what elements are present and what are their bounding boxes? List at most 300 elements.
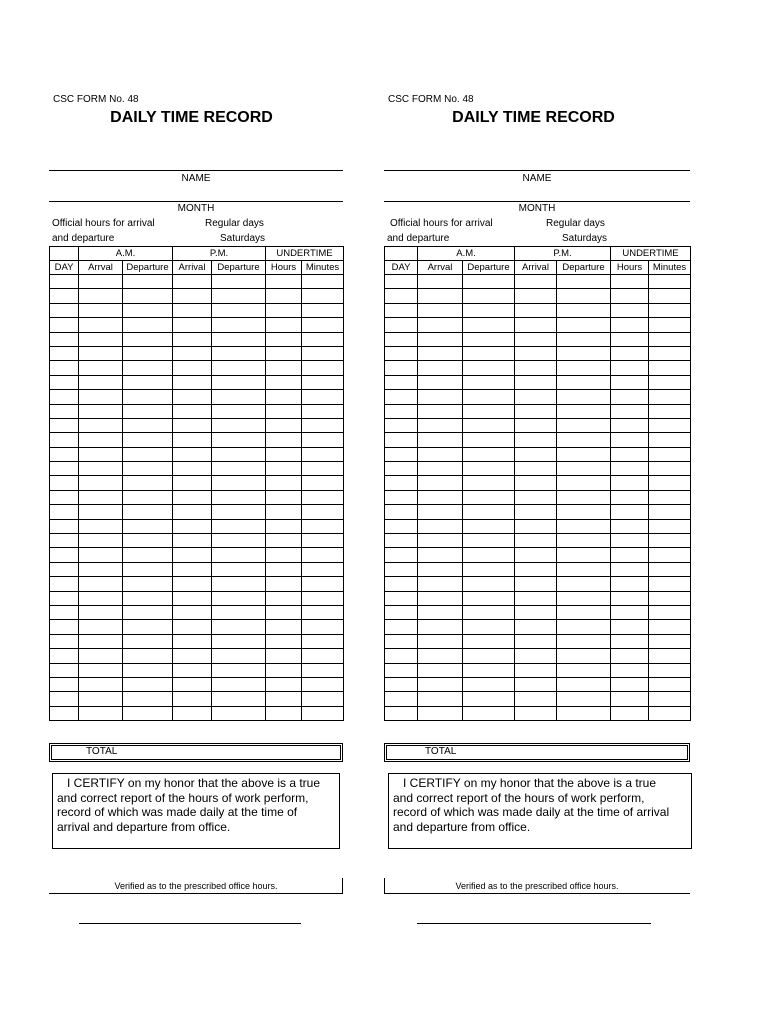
time-entry-cell[interactable] [557,620,611,634]
time-entry-cell[interactable] [173,447,212,461]
time-entry-cell[interactable] [515,303,557,317]
time-entry-cell[interactable] [557,490,611,504]
time-entry-cell[interactable] [212,634,266,648]
time-entry-cell[interactable] [385,476,418,490]
time-entry-cell[interactable] [557,318,611,332]
time-entry-cell[interactable] [611,663,649,677]
time-entry-cell[interactable] [418,418,463,432]
time-entry-cell[interactable] [123,663,173,677]
time-entry-cell[interactable] [611,346,649,360]
name-line[interactable] [384,170,690,171]
time-entry-cell[interactable] [557,692,611,706]
time-entry-cell[interactable] [123,390,173,404]
time-entry-cell[interactable] [385,634,418,648]
time-entry-cell[interactable] [418,634,463,648]
time-entry-cell[interactable] [649,332,691,346]
time-entry-cell[interactable] [212,706,266,720]
time-entry-cell[interactable] [173,404,212,418]
time-entry-cell[interactable] [266,591,302,605]
time-entry-cell[interactable] [611,634,649,648]
time-entry-cell[interactable] [463,677,515,691]
time-entry-cell[interactable] [266,404,302,418]
time-entry-cell[interactable] [302,433,344,447]
time-entry-cell[interactable] [123,447,173,461]
time-entry-cell[interactable] [302,706,344,720]
time-entry-cell[interactable] [649,620,691,634]
time-entry-cell[interactable] [649,519,691,533]
time-entry-cell[interactable] [557,303,611,317]
time-entry-cell[interactable] [79,332,123,346]
time-entry-cell[interactable] [463,332,515,346]
time-entry-cell[interactable] [79,620,123,634]
time-entry-cell[interactable] [302,275,344,289]
time-entry-cell[interactable] [79,663,123,677]
time-entry-cell[interactable] [123,591,173,605]
time-entry-cell[interactable] [557,562,611,576]
time-entry-cell[interactable] [302,519,344,533]
time-entry-cell[interactable] [302,390,344,404]
time-entry-cell[interactable] [123,505,173,519]
time-entry-cell[interactable] [418,462,463,476]
time-entry-cell[interactable] [266,447,302,461]
time-entry-cell[interactable] [418,706,463,720]
time-entry-cell[interactable] [302,649,344,663]
time-entry-cell[interactable] [515,605,557,619]
time-entry-cell[interactable] [266,692,302,706]
time-entry-cell[interactable] [385,375,418,389]
time-entry-cell[interactable] [418,591,463,605]
time-entry-cell[interactable] [649,462,691,476]
time-entry-cell[interactable] [79,562,123,576]
time-entry-cell[interactable] [418,289,463,303]
time-entry-cell[interactable] [418,346,463,360]
time-entry-cell[interactable] [266,534,302,548]
time-entry-cell[interactable] [418,447,463,461]
time-entry-cell[interactable] [212,534,266,548]
time-entry-cell[interactable] [557,476,611,490]
time-entry-cell[interactable] [50,462,79,476]
time-entry-cell[interactable] [418,649,463,663]
time-entry-cell[interactable] [515,562,557,576]
time-entry-cell[interactable] [123,375,173,389]
time-entry-cell[interactable] [123,361,173,375]
time-entry-cell[interactable] [123,677,173,691]
time-entry-cell[interactable] [212,447,266,461]
time-entry-cell[interactable] [385,692,418,706]
time-entry-cell[interactable] [418,519,463,533]
time-entry-cell[interactable] [611,390,649,404]
time-entry-cell[interactable] [266,361,302,375]
time-entry-cell[interactable] [123,534,173,548]
time-entry-cell[interactable] [515,548,557,562]
time-entry-cell[interactable] [463,519,515,533]
time-entry-cell[interactable] [515,677,557,691]
time-entry-cell[interactable] [50,548,79,562]
time-entry-cell[interactable] [418,548,463,562]
time-entry-cell[interactable] [79,591,123,605]
time-entry-cell[interactable] [557,591,611,605]
time-entry-cell[interactable] [515,462,557,476]
time-entry-cell[interactable] [611,534,649,548]
time-entry-cell[interactable] [385,433,418,447]
time-entry-cell[interactable] [266,289,302,303]
time-entry-cell[interactable] [463,476,515,490]
time-entry-cell[interactable] [463,634,515,648]
time-entry-cell[interactable] [515,361,557,375]
time-entry-cell[interactable] [123,318,173,332]
time-entry-cell[interactable] [302,548,344,562]
time-entry-cell[interactable] [463,447,515,461]
time-entry-cell[interactable] [649,404,691,418]
time-entry-cell[interactable] [302,318,344,332]
time-entry-cell[interactable] [515,706,557,720]
time-entry-cell[interactable] [173,505,212,519]
time-entry-cell[interactable] [515,275,557,289]
time-entry-cell[interactable] [50,476,79,490]
time-entry-cell[interactable] [50,275,79,289]
time-entry-cell[interactable] [302,591,344,605]
time-entry-cell[interactable] [302,677,344,691]
time-entry-cell[interactable] [649,447,691,461]
time-entry-cell[interactable] [123,462,173,476]
time-entry-cell[interactable] [50,390,79,404]
time-entry-cell[interactable] [463,577,515,591]
time-entry-cell[interactable] [302,462,344,476]
time-entry-cell[interactable] [212,418,266,432]
time-entry-cell[interactable] [79,447,123,461]
time-entry-cell[interactable] [385,289,418,303]
time-entry-cell[interactable] [463,548,515,562]
time-entry-cell[interactable] [611,462,649,476]
time-entry-cell[interactable] [212,663,266,677]
time-entry-cell[interactable] [173,605,212,619]
time-entry-cell[interactable] [50,577,79,591]
time-entry-cell[interactable] [173,361,212,375]
time-entry-cell[interactable] [123,548,173,562]
time-entry-cell[interactable] [266,620,302,634]
time-entry-cell[interactable] [463,318,515,332]
time-entry-cell[interactable] [79,375,123,389]
time-entry-cell[interactable] [557,505,611,519]
time-entry-cell[interactable] [212,375,266,389]
time-entry-cell[interactable] [557,706,611,720]
time-entry-cell[interactable] [385,346,418,360]
name-line[interactable] [49,170,343,171]
time-entry-cell[interactable] [173,591,212,605]
time-entry-cell[interactable] [557,649,611,663]
time-entry-cell[interactable] [212,404,266,418]
time-entry-cell[interactable] [385,332,418,346]
time-entry-cell[interactable] [418,332,463,346]
time-entry-cell[interactable] [266,490,302,504]
time-entry-cell[interactable] [515,620,557,634]
time-entry-cell[interactable] [418,577,463,591]
time-entry-cell[interactable] [515,519,557,533]
time-entry-cell[interactable] [173,649,212,663]
time-entry-cell[interactable] [266,663,302,677]
time-entry-cell[interactable] [649,346,691,360]
time-entry-cell[interactable] [50,591,79,605]
time-entry-cell[interactable] [79,289,123,303]
time-entry-cell[interactable] [123,332,173,346]
time-entry-cell[interactable] [302,562,344,576]
signature-line[interactable] [417,923,651,924]
time-entry-cell[interactable] [302,505,344,519]
time-entry-cell[interactable] [649,548,691,562]
time-entry-cell[interactable] [123,519,173,533]
time-entry-cell[interactable] [385,490,418,504]
time-entry-cell[interactable] [50,490,79,504]
time-entry-cell[interactable] [212,490,266,504]
time-entry-cell[interactable] [79,605,123,619]
time-entry-cell[interactable] [385,275,418,289]
time-entry-cell[interactable] [418,433,463,447]
time-entry-cell[interactable] [557,534,611,548]
time-entry-cell[interactable] [463,490,515,504]
time-entry-cell[interactable] [266,476,302,490]
time-entry-cell[interactable] [79,649,123,663]
time-entry-cell[interactable] [123,605,173,619]
time-entry-cell[interactable] [266,605,302,619]
time-entry-cell[interactable] [385,548,418,562]
time-entry-cell[interactable] [557,548,611,562]
time-entry-cell[interactable] [79,390,123,404]
time-entry-cell[interactable] [611,404,649,418]
time-entry-cell[interactable] [611,605,649,619]
time-entry-cell[interactable] [50,562,79,576]
time-entry-cell[interactable] [649,692,691,706]
time-entry-cell[interactable] [557,663,611,677]
time-entry-cell[interactable] [79,548,123,562]
time-entry-cell[interactable] [649,418,691,432]
time-entry-cell[interactable] [123,706,173,720]
time-entry-cell[interactable] [649,505,691,519]
time-entry-cell[interactable] [173,289,212,303]
time-entry-cell[interactable] [123,562,173,576]
time-entry-cell[interactable] [173,634,212,648]
time-entry-cell[interactable] [557,375,611,389]
time-entry-cell[interactable] [611,677,649,691]
time-entry-cell[interactable] [212,577,266,591]
time-entry-cell[interactable] [302,620,344,634]
time-entry-cell[interactable] [385,418,418,432]
time-entry-cell[interactable] [79,505,123,519]
time-entry-cell[interactable] [557,605,611,619]
time-entry-cell[interactable] [385,649,418,663]
time-entry-cell[interactable] [266,346,302,360]
time-entry-cell[interactable] [302,361,344,375]
time-entry-cell[interactable] [611,332,649,346]
time-entry-cell[interactable] [79,361,123,375]
time-entry-cell[interactable] [385,318,418,332]
time-entry-cell[interactable] [79,303,123,317]
time-entry-cell[interactable] [302,605,344,619]
time-entry-cell[interactable] [649,490,691,504]
time-entry-cell[interactable] [212,677,266,691]
time-entry-cell[interactable] [79,318,123,332]
time-entry-cell[interactable] [79,519,123,533]
time-entry-cell[interactable] [79,634,123,648]
time-entry-cell[interactable] [212,591,266,605]
time-entry-cell[interactable] [649,476,691,490]
time-entry-cell[interactable] [418,361,463,375]
time-entry-cell[interactable] [557,418,611,432]
time-entry-cell[interactable] [173,706,212,720]
time-entry-cell[interactable] [557,332,611,346]
time-entry-cell[interactable] [611,318,649,332]
time-entry-cell[interactable] [557,433,611,447]
time-entry-cell[interactable] [418,663,463,677]
time-entry-cell[interactable] [611,591,649,605]
time-entry-cell[interactable] [463,275,515,289]
time-entry-cell[interactable] [557,390,611,404]
time-entry-cell[interactable] [212,462,266,476]
time-entry-cell[interactable] [515,447,557,461]
time-entry-cell[interactable] [79,490,123,504]
time-entry-cell[interactable] [463,562,515,576]
time-entry-cell[interactable] [123,404,173,418]
time-entry-cell[interactable] [611,620,649,634]
time-entry-cell[interactable] [266,706,302,720]
time-entry-cell[interactable] [79,577,123,591]
time-entry-cell[interactable] [50,677,79,691]
time-entry-cell[interactable] [611,289,649,303]
time-entry-cell[interactable] [50,346,79,360]
time-entry-cell[interactable] [385,462,418,476]
time-entry-cell[interactable] [50,534,79,548]
time-entry-cell[interactable] [50,447,79,461]
time-entry-cell[interactable] [266,433,302,447]
time-entry-cell[interactable] [463,663,515,677]
time-entry-cell[interactable] [266,649,302,663]
time-entry-cell[interactable] [515,649,557,663]
time-entry-cell[interactable] [266,375,302,389]
time-entry-cell[interactable] [463,375,515,389]
time-entry-cell[interactable] [173,490,212,504]
time-entry-cell[interactable] [302,332,344,346]
time-entry-cell[interactable] [649,634,691,648]
time-entry-cell[interactable] [123,577,173,591]
time-entry-cell[interactable] [649,303,691,317]
time-entry-cell[interactable] [418,275,463,289]
time-entry-cell[interactable] [50,706,79,720]
time-entry-cell[interactable] [418,677,463,691]
time-entry-cell[interactable] [515,404,557,418]
time-entry-cell[interactable] [212,649,266,663]
time-entry-cell[interactable] [79,462,123,476]
time-entry-cell[interactable] [173,462,212,476]
time-entry-cell[interactable] [515,692,557,706]
time-entry-cell[interactable] [649,361,691,375]
time-entry-cell[interactable] [50,433,79,447]
time-entry-cell[interactable] [50,649,79,663]
time-entry-cell[interactable] [266,634,302,648]
time-entry-cell[interactable] [123,649,173,663]
time-entry-cell[interactable] [50,289,79,303]
time-entry-cell[interactable] [266,275,302,289]
time-entry-cell[interactable] [212,562,266,576]
time-entry-cell[interactable] [418,303,463,317]
time-entry-cell[interactable] [173,663,212,677]
time-entry-cell[interactable] [515,433,557,447]
time-entry-cell[interactable] [463,462,515,476]
time-entry-cell[interactable] [212,390,266,404]
time-entry-cell[interactable] [385,390,418,404]
month-line[interactable] [49,201,343,202]
time-entry-cell[interactable] [50,620,79,634]
time-entry-cell[interactable] [123,490,173,504]
time-entry-cell[interactable] [212,318,266,332]
time-entry-cell[interactable] [515,577,557,591]
time-entry-cell[interactable] [266,462,302,476]
time-entry-cell[interactable] [649,289,691,303]
time-entry-cell[interactable] [557,275,611,289]
signature-line[interactable] [79,923,301,924]
time-entry-cell[interactable] [79,692,123,706]
time-entry-cell[interactable] [50,519,79,533]
time-entry-cell[interactable] [302,404,344,418]
time-entry-cell[interactable] [79,534,123,548]
time-entry-cell[interactable] [385,404,418,418]
time-entry-cell[interactable] [79,346,123,360]
time-entry-cell[interactable] [385,361,418,375]
time-entry-cell[interactable] [385,562,418,576]
time-entry-cell[interactable] [385,605,418,619]
time-entry-cell[interactable] [123,289,173,303]
time-entry-cell[interactable] [302,303,344,317]
time-entry-cell[interactable] [123,275,173,289]
time-entry-cell[interactable] [123,346,173,360]
time-entry-cell[interactable] [302,663,344,677]
time-entry-cell[interactable] [611,303,649,317]
time-entry-cell[interactable] [611,476,649,490]
time-entry-cell[interactable] [611,562,649,576]
time-entry-cell[interactable] [557,361,611,375]
time-entry-cell[interactable] [50,332,79,346]
month-line[interactable] [384,201,690,202]
time-entry-cell[interactable] [611,447,649,461]
time-entry-cell[interactable] [266,562,302,576]
time-entry-cell[interactable] [302,375,344,389]
time-entry-cell[interactable] [649,663,691,677]
time-entry-cell[interactable] [418,490,463,504]
time-entry-cell[interactable] [79,275,123,289]
time-entry-cell[interactable] [611,275,649,289]
time-entry-cell[interactable] [463,346,515,360]
time-entry-cell[interactable] [649,577,691,591]
time-entry-cell[interactable] [212,332,266,346]
time-entry-cell[interactable] [418,562,463,576]
time-entry-cell[interactable] [212,548,266,562]
time-entry-cell[interactable] [212,605,266,619]
time-entry-cell[interactable] [611,548,649,562]
time-entry-cell[interactable] [649,534,691,548]
time-entry-cell[interactable] [557,346,611,360]
time-entry-cell[interactable] [611,577,649,591]
time-entry-cell[interactable] [385,534,418,548]
time-entry-cell[interactable] [611,418,649,432]
time-entry-cell[interactable] [515,476,557,490]
time-entry-cell[interactable] [173,534,212,548]
time-entry-cell[interactable] [212,519,266,533]
time-entry-cell[interactable] [611,433,649,447]
time-entry-cell[interactable] [266,318,302,332]
time-entry-cell[interactable] [123,303,173,317]
time-entry-cell[interactable] [173,476,212,490]
time-entry-cell[interactable] [173,303,212,317]
time-entry-cell[interactable] [611,649,649,663]
time-entry-cell[interactable] [463,605,515,619]
